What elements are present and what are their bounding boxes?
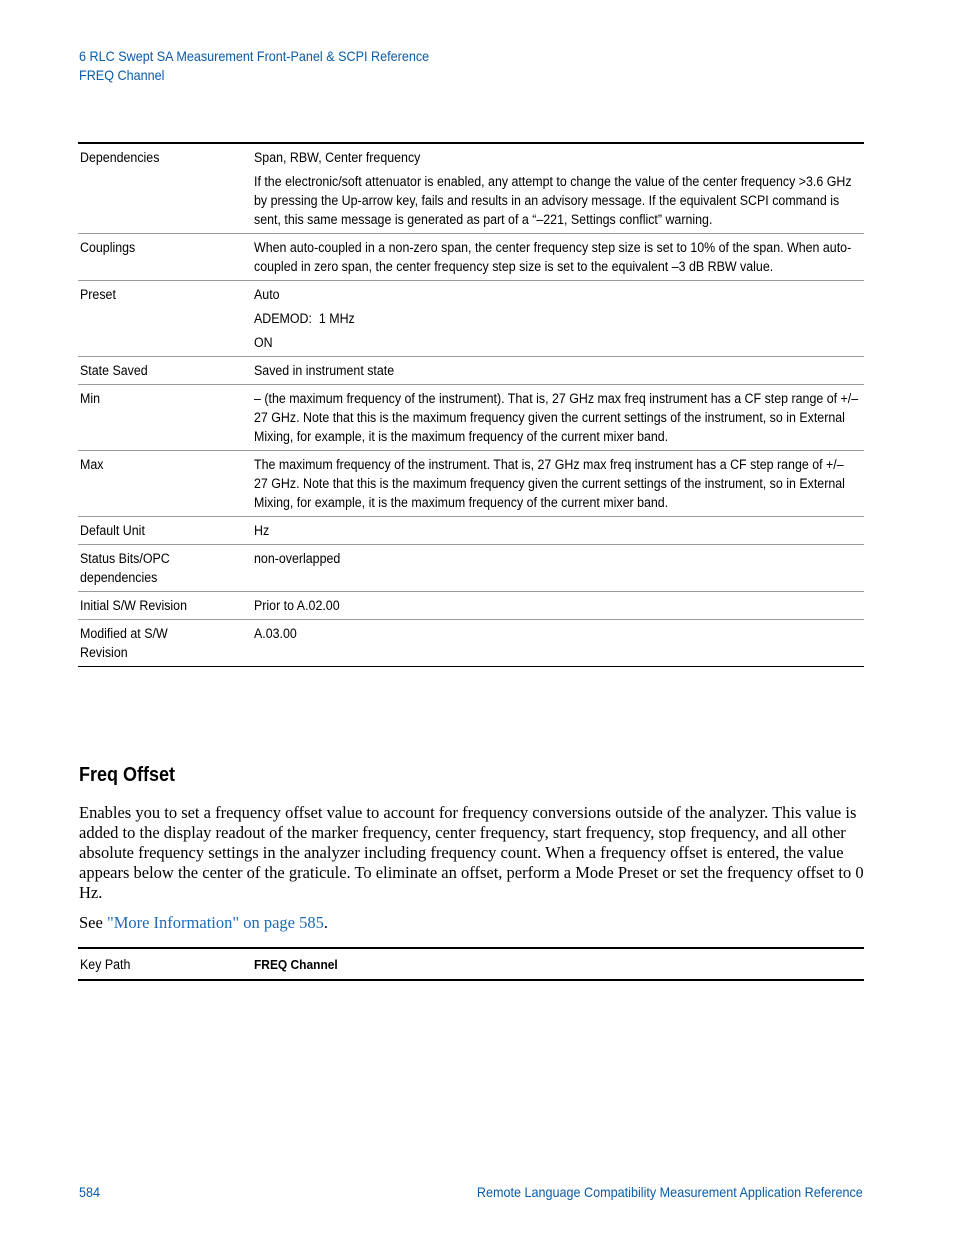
row-value: Prior to A.02.00 xyxy=(254,598,340,613)
row-value: Saved in instrument state xyxy=(254,363,395,378)
table-row-state-saved xyxy=(78,357,864,385)
key-path-value: FREQ Channel xyxy=(254,957,338,972)
table-row-key-path xyxy=(78,948,864,980)
section-body: Enables you to set a frequency offset value to account for frequency conversions outside of the analyzer. This value is added to the display readout of the marker frequency, center frequency, start frequency, stop frequency, and all other absolute frequency settings in the analyzer including frequency count. When a frequency offset is entered, the value appears below the center of the graticule. To eliminate an offset, perform a Mode Preset or set the frequency offset to 0 Hz. xyxy=(79,803,864,902)
header-chapter: 6 RLC Swept SA Measurement Front-Panel & SCPI Reference xyxy=(79,48,430,64)
see-suffix: . xyxy=(323,913,328,932)
section-heading: Freq Offset xyxy=(79,764,176,786)
keypath-table xyxy=(78,947,864,981)
table-row-preset xyxy=(78,281,864,357)
row-label: Modified at S/W Revision xyxy=(80,626,168,660)
row-value: When auto-coupled in a non-zero span, the center frequency step size is set to 10% of the span. When auto-coupled in zero span, the center frequency step size is set to the equivalent –3 dB RBW value. xyxy=(254,240,852,274)
row-label: Max xyxy=(80,457,104,472)
row-value: – (the maximum frequency of the instrument). That is, 27 GHz max freq instrument has a CF step range of +/– 27 GHz. Note that this is the maximum frequency given the current settings of the instrument, so in External Mixing, for example, it is the maximum frequency of the current mixer band. xyxy=(254,391,859,444)
reference-table xyxy=(78,142,864,667)
row-label: Status Bits/OPC dependencies xyxy=(80,551,170,585)
table-row-max xyxy=(78,451,864,517)
table-row-dependencies xyxy=(78,143,864,234)
row-value: ADEMOD: 1 MHz xyxy=(254,311,355,326)
row-value: non-overlapped xyxy=(254,551,341,566)
row-label: Min xyxy=(80,391,101,406)
row-label: Preset xyxy=(80,287,116,302)
row-label: State Saved xyxy=(80,363,148,378)
row-value: A.03.00 xyxy=(254,626,297,641)
more-information-link[interactable]: "More Information" on page 585 xyxy=(106,913,324,932)
table-row-min xyxy=(78,385,864,451)
row-value: If the electronic/soft attenuator is enabled, any attempt to change the value of the center frequency >3.6 GHz by pressing the Up-arrow key, fails and results in an advisory message. If the equivalent SCPI command is sent, this same message is generated as part of a “–221, Settings conflict” warning. xyxy=(254,174,852,227)
row-label: Dependencies xyxy=(80,150,160,165)
table-row-default-unit xyxy=(78,517,864,545)
row-label: Initial S/W Revision xyxy=(80,598,187,613)
table-row-initial-revision xyxy=(78,592,864,620)
document-title: Remote Language Compatibility Measurement Application Reference xyxy=(477,1184,863,1200)
page-number: 584 xyxy=(79,1184,101,1200)
table-row-couplings xyxy=(78,234,864,281)
row-value: Hz xyxy=(254,523,270,538)
table-row-status-bits xyxy=(78,545,864,592)
see-also xyxy=(79,913,869,933)
running-header xyxy=(79,47,429,85)
row-value: ON xyxy=(254,335,273,350)
header-section: FREQ Channel xyxy=(79,67,165,83)
row-value: Span, RBW, Center frequency xyxy=(254,150,421,165)
row-label: Default Unit xyxy=(80,523,145,538)
row-label: Key Path xyxy=(80,957,131,972)
row-value: Auto xyxy=(254,287,280,302)
see-prefix: See xyxy=(79,913,107,932)
row-label: Couplings xyxy=(80,240,136,255)
table-row-modified-revision xyxy=(78,620,864,667)
row-value: The maximum frequency of the instrument. That is, 27 GHz max freq instrument has a CF step range of +/– 27 GHz. Note that this is the maximum frequency given the current settings of the instrument, so in External Mixing, for example, it is the maximum frequency of the current mixer band. xyxy=(254,457,845,510)
